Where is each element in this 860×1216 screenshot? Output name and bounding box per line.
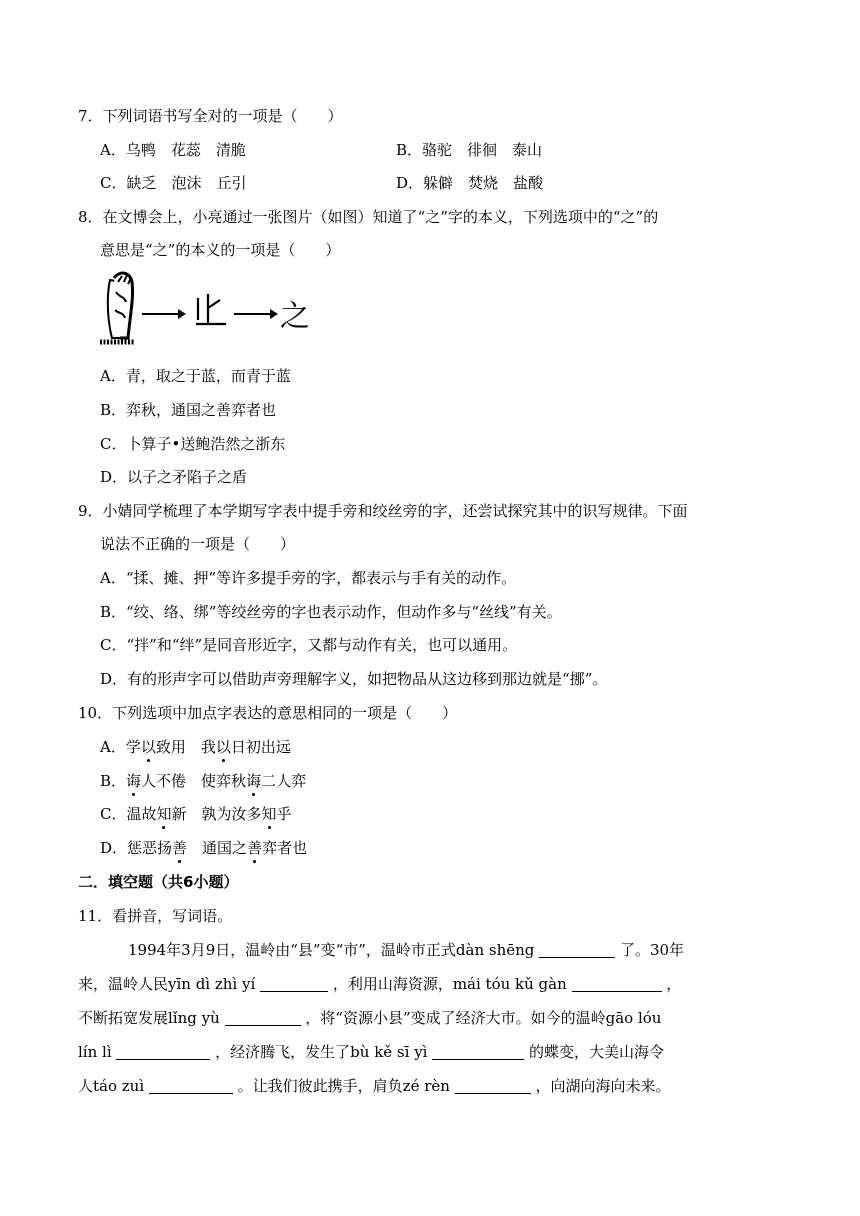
q8-option-c: C．卜算子•送鲍浩然之浙东 — [100, 435, 286, 453]
q8-option-d: D．以子之矛陷子之盾 — [100, 468, 248, 486]
passage-text: 来，温岭人民yīn dì zhì yí — [78, 975, 261, 993]
q9-option-b: B．“绞、络、绑”等绞丝旁的字也表示动作，但动作多与“丝线”有关。 — [100, 603, 562, 621]
option-text: 人不倦 使弈秋 — [141, 772, 247, 790]
dotted-char: 善 — [172, 839, 188, 857]
oracle-foot-glyph — [100, 273, 134, 342]
dotted-char: 诲 — [246, 772, 262, 790]
q10-option-d — [100, 838, 307, 858]
answer-blank[interactable] — [539, 941, 615, 958]
q7-option-a: A．乌鸭 花蕊 清脆 — [100, 141, 246, 159]
answer-blank[interactable] — [455, 1077, 531, 1094]
q7-stem: 7．下列词语书写全对的一项是（ ） — [78, 107, 343, 125]
option-text: 弈者也 — [262, 839, 308, 857]
q11-stem: 11．看拼音，写词语。 — [78, 907, 233, 925]
option-text: 新 孰为汝多 — [171, 805, 262, 823]
q11-passage-line4 — [78, 1042, 664, 1062]
option-text: 致用 我 — [155, 738, 216, 756]
passage-text: 1994年3月9日，温岭由“县”变“市”，温岭市正式dàn shēng — [128, 941, 540, 959]
option-text: D．惩恶扬 — [100, 839, 173, 857]
arrow-icon — [234, 309, 278, 319]
q10-stem: 10．下列选项中加点字表达的意思相同的一项是（ ） — [78, 704, 458, 722]
passage-text: ，向湖向海向未来。 — [530, 1077, 671, 1095]
q11-passage-line2 — [78, 974, 681, 994]
option-text: 二人弈 — [261, 772, 307, 790]
answer-blank[interactable] — [225, 1009, 301, 1026]
option-text: C．温故 — [100, 805, 157, 823]
option-text: B． — [100, 772, 127, 790]
q8-stem-line2: 意思是“之”的本义的一项是（ ） — [100, 241, 341, 259]
answer-blank[interactable] — [572, 975, 662, 992]
section-title: 二．填空题（共6小题） — [78, 873, 239, 891]
passage-text: ， — [661, 975, 682, 993]
q9-stem-line1: 9．小婧同学梳理了本学期写字表中提手旁和绞丝旁的字，还尝试探究其中的识写规律。下面 — [78, 502, 688, 520]
q8-option-b: B．弈秋，通国之善弈者也 — [100, 401, 277, 419]
q10-option-c — [100, 804, 292, 824]
arrow-icon — [142, 309, 186, 319]
dotted-char: 以 — [140, 738, 156, 756]
q9-option-d: D．有的形声字可以借助声旁理解字义，如把物品从这边移到那边就是“挪”。 — [100, 670, 608, 688]
answer-blank[interactable] — [149, 1077, 233, 1094]
dotted-char: 善 — [247, 839, 263, 857]
q9-stem-line2: 说法不正确的一项是（ ） — [100, 535, 296, 553]
passage-text: lín lì — [78, 1043, 117, 1061]
passage-text: 。让我们彼此携手，肩负zé rèn — [232, 1077, 455, 1095]
dotted-char: 以 — [215, 738, 231, 756]
answer-blank[interactable] — [260, 975, 328, 992]
q10-option-a — [100, 737, 291, 757]
q9-option-a: A．“揉、摊、押”等许多提手旁的字，都表示与手有关的动作。 — [100, 569, 517, 587]
passage-text: ，经济腾飞，发生了bù kě sī yì — [210, 1043, 433, 1061]
passage-text: 人táo zuì — [78, 1077, 149, 1095]
dotted-char: 诲 — [126, 772, 142, 790]
q11-passage-line1 — [128, 940, 684, 960]
q7-option-d: D．躲僻 焚烧 盐酸 — [396, 174, 544, 192]
passage-text: 的蝶变，大美山海令 — [524, 1043, 665, 1061]
passage-text: ，将“资源小县”变成了经济大市。如今的温岭gāo lóu — [300, 1009, 662, 1027]
option-text: 通国之 — [187, 839, 248, 857]
answer-blank[interactable] — [116, 1043, 210, 1060]
dotted-char: 知 — [156, 805, 172, 823]
q9-option-c: C．“拌”和“绊”是同音形近字，又都与动作有关，也可以通用。 — [100, 636, 518, 654]
q7-option-b: B．骆驼 徘徊 泰山 — [396, 141, 543, 159]
zhi-evolution-figure — [100, 268, 316, 352]
answer-blank[interactable] — [432, 1043, 524, 1060]
ancient-zhi-glyph — [196, 294, 226, 324]
q11-passage-line5 — [78, 1076, 670, 1096]
q8-stem-line1: 8．在文博会上，小亮通过一张图片（如图）知道了“之”字的本义，下列选项中的“之”的 — [78, 208, 659, 226]
q8-option-a: A．青，取之于蓝，而青于蓝 — [100, 367, 291, 385]
dotted-char: 知 — [261, 805, 277, 823]
passage-text: ，利用山海资源，mái tóu kǔ gàn — [328, 975, 572, 993]
q10-option-b — [100, 771, 306, 791]
passage-text: 不断拓宽发展lǐng yù — [78, 1009, 225, 1027]
option-text: A．学 — [100, 738, 141, 756]
option-text: 乎 — [276, 805, 292, 823]
q7-option-c: C．缺乏 泡沫 丘引 — [100, 174, 247, 192]
q11-passage-line3 — [78, 1008, 661, 1028]
passage-text: 了。30年 — [615, 941, 685, 959]
option-text: 日初出远 — [230, 738, 291, 756]
modern-zhi-glyph: 之 — [280, 299, 310, 334]
